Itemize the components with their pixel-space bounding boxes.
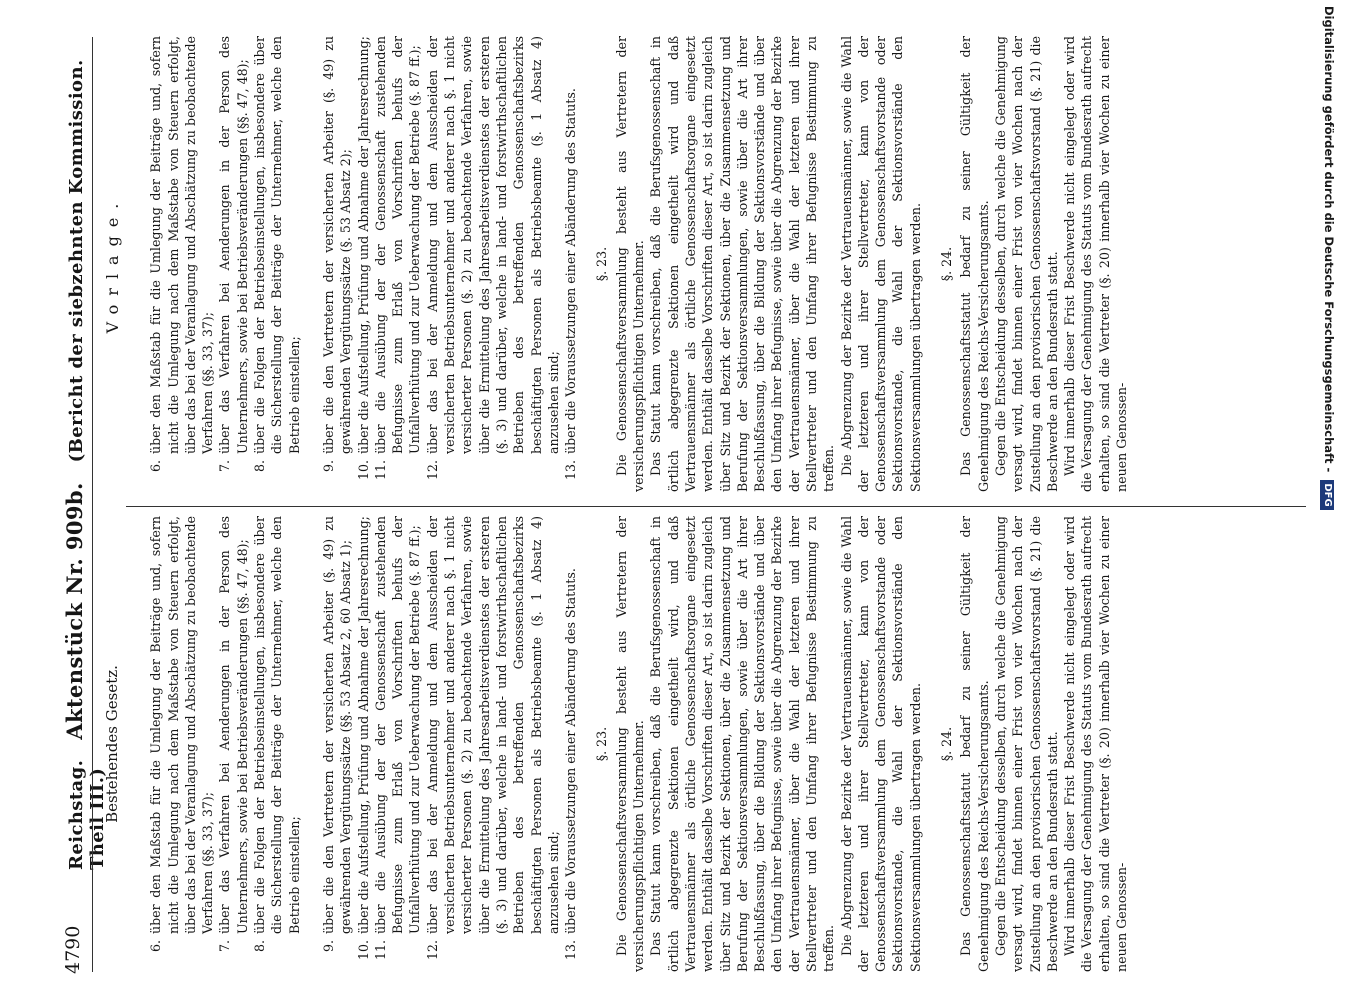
item-text: über das bei der Anmeldung und dem Ausscheiden der versicherten Betriebsunternehmer und anderer nach §. 1 nicht versicherter Personen (§. 2) zu beobachtende Verfahren, sowie über die Ermittelung des Jahresarbeitsverdienstes der ersteren (§. 3) und darüber, welche in land- und forstwirthschaftlichen Betrieben des betreffenden Genossenschaftsbezirks beschäftigten Personen als Betriebsbeamte (§. 1 Absatz 4) anzusehen sind; bbox=[424, 516, 561, 934]
section-24-paragraph-2: Gegen die Entscheidung desselben, durch welche die Genehmigung versagt wird, findet binnen einer Frist von vier Wochen nach der Zustellung an den provisorischen Genossenschaftsvorstand (§. 21) die Beschwerde an den Bundesrath statt. bbox=[992, 516, 1060, 972]
item-number: 7. bbox=[217, 940, 233, 953]
section-23-paragraph-1: Die Genossenschaftsversammlung besteht aus Vertretern der versicherungspflichtigen Unternehmer. bbox=[613, 516, 647, 972]
column-proposal bbox=[104, 36, 1130, 492]
list-item bbox=[562, 36, 579, 492]
section-24-title: §. 24. bbox=[939, 726, 955, 762]
header-title-suffix: (Bericht der siebzehnten Kommission. Theil III.) bbox=[66, 59, 108, 870]
item-text: über die Aufstellung, Prüfung und Abnahme der Jahresrechnung; bbox=[355, 36, 371, 454]
item-text: über das Verfahren bei Aenderungen in der Person des Unternehmers, sowie bei Betriebsveränderungen (§§. 47, 48); bbox=[217, 36, 250, 454]
item-number: 7. bbox=[217, 460, 233, 473]
header-title-prefix: Reichstag. bbox=[66, 759, 87, 870]
item-number: 11. bbox=[372, 460, 388, 481]
list-item bbox=[424, 36, 562, 492]
digitization-credit-text bbox=[1318, 6, 1340, 996]
list-item bbox=[562, 516, 579, 972]
list-item bbox=[251, 516, 303, 972]
list-item bbox=[355, 36, 372, 492]
item-number: 9. bbox=[320, 940, 336, 953]
item-text: über die Folgen der Betriebseinstellungen, insbesondere über die Sicherstellung der Beiträge der Unternehmer, welche den Betrieb einstellen; bbox=[252, 36, 302, 454]
digitization-credit bbox=[1318, 6, 1340, 996]
item-number: 12. bbox=[424, 940, 440, 961]
item-list-b bbox=[320, 516, 579, 972]
item-number: 12. bbox=[424, 460, 440, 481]
list-item bbox=[372, 516, 424, 972]
item-number: 9. bbox=[320, 460, 336, 473]
item-text: über den Maßstab für die Umlegung der Beiträge und, sofern nicht die Umlegung nach dem Maßstabe von Steuern erfolgt, über das bei der Veranlagung und Abschätzung zu beobachtende Verfahren (§§. 33, 37); bbox=[148, 516, 216, 934]
header-rule bbox=[92, 37, 93, 972]
item-number: 6. bbox=[148, 940, 164, 953]
item-text: über die Folgen der Betriebseinstellungen, insbesondere über die Sicherstellung der Beiträge der Unternehmer, welche den Betrieb einstellen; bbox=[252, 516, 302, 934]
item-text: über die den Vertretern der versicherten Arbeiter (§. 49) zu gewährenden Vergütungssätze (§. 53 Absatz 2); bbox=[320, 36, 354, 454]
item-list-a bbox=[147, 36, 303, 492]
item-number: 13. bbox=[563, 460, 579, 481]
section-24-paragraph-2: Gegen die Entscheidung desselben, durch welche die Genehmigung versagt wird, findet binnen einer Frist von vier Wochen nach der Zustellung an den provisorischen Genossenschaftsvorstand (§. 21) die Beschwerde an den Bundesrath statt. bbox=[992, 36, 1060, 492]
credit-text: Digitalisierung gefördert durch die Deutsche Forschungsgemeinschaft - bbox=[1322, 6, 1336, 473]
header-title-main: Aktenstück Nr. 909b. bbox=[62, 482, 87, 740]
item-number: 10. bbox=[355, 940, 371, 961]
section-24-paragraph-1: Das Genossenschaftsstatut bedarf zu seiner Gültigkeit der Genehmigung des Reichs-Versicherungsamts. bbox=[958, 516, 991, 972]
section-23-title: §. 23. bbox=[594, 246, 610, 282]
item-list-b bbox=[320, 36, 579, 492]
section-24-paragraph-1: Das Genossenschaftsstatut bedarf zu seiner Gültigkeit der Genehmigung des Reichs-Versicherungsamts. bbox=[958, 36, 991, 492]
item-text: über die Voraussetzungen einer Abänderung des Statuts. bbox=[563, 568, 579, 934]
header-title bbox=[62, 30, 108, 870]
page-number: 4790 bbox=[62, 925, 84, 974]
item-number: 11. bbox=[372, 940, 388, 961]
list-item bbox=[424, 516, 562, 972]
list-item bbox=[147, 516, 216, 972]
item-text: über die Voraussetzungen einer Abänderung des Statuts. bbox=[563, 88, 579, 454]
column-existing-law bbox=[104, 516, 1130, 972]
list-item bbox=[147, 36, 216, 492]
item-text: über die Ausübung der der Genossenschaft zustehenden Befugnisse zum Erlaß von Vorschriften behufs der Unfallverhütung und zur Ueberwachung der Betriebe (§. 87 ff.); bbox=[372, 36, 423, 454]
document-page bbox=[40, 30, 1310, 980]
item-text: über die Ausübung der der Genossenschaft zustehenden Befugnisse zum Erlaß von Vorschriften behufs der Unfallverhütung und zur Ueberwachung der Betriebe (§. 87 ff.); bbox=[372, 516, 423, 934]
section-23-paragraph-2: Das Statut kann vorschreiben, daß die Berufsgenossenschaft in örtlich abgegrenzte Sektionen eingetheilt wird und daß Vertrauensmänner als örtliche Genossenschaftsorgane eingesetzt werden. Enthält dasselbe Vorschriften dieser Art, so ist darin zugleich über Sitz und Bezirk der Sektionen, über die Zusammensetzung und Berufung der Sektionsversammlungen, sowie über die Art ihrer Beschlußfassung, über die Bildung der Sektionsvorstände und über den Umfang ihrer Befugnisse, sowie über die Abgrenzung der Bezirke der Vertrauensmänner, über die Wahl der letzteren und ihrer Stellvertreter und den Umfang ihrer Befugnisse Bestimmung zu treffen. bbox=[648, 36, 837, 492]
list-item bbox=[372, 36, 424, 492]
list-item bbox=[355, 516, 372, 972]
column-divider bbox=[126, 506, 1306, 507]
item-text: über die den Vertretern der versicherten Arbeiter (§. 49) zu gewährenden Vergütungssätze (§§. 53 Absatz 2, 60 Absatz 1); bbox=[320, 516, 354, 934]
column-heading: Bestehendes Gesetz. bbox=[103, 665, 121, 823]
item-number: 13. bbox=[563, 940, 579, 961]
item-text: über das Verfahren bei Aenderungen in der Person des Unternehmers, sowie bei Betriebsveränderungen (§§. 47, 48); bbox=[217, 516, 250, 934]
section-23-title: §. 23. bbox=[594, 726, 610, 762]
item-text: über das bei der Anmeldung und dem Ausscheiden der versicherten Betriebsunternehmer und anderer nach §. 1 nicht versicherter Personen (§. 2) zu beobachtende Verfahren, sowie über die Ermittelung des Jahresarbeitsverdienstes der ersteren (§. 3) und darüber, welche in land- und forstwirthschaftlichen Betrieben des betreffenden Genossenschaftsbezirks beschäftigten Personen als Betriebsbeamte (§. 1 Absatz 4) anzusehen sind; bbox=[424, 36, 561, 454]
item-number: 6. bbox=[148, 460, 164, 473]
list-item bbox=[320, 36, 355, 492]
item-list-a bbox=[147, 516, 303, 972]
section-23-paragraph-1: Die Genossenschaftsversammlung besteht aus Vertretern der versicherungspflichtigen Unternehmer. bbox=[613, 36, 647, 492]
page-header bbox=[58, 30, 108, 980]
item-number: 10. bbox=[355, 460, 371, 481]
section-24-paragraph-3: Wird innerhalb dieser Frist Beschwerde nicht eingelegt oder wird die Versagung der Genehmigung des Statuts vom Bundesrath aufrecht erhalten, so sind die Vertreter (§. 20) innerhalb vier Wochen zu einer neuen Genossen- bbox=[1062, 36, 1130, 492]
section-23-paragraph-2: Das Statut kann vorschreiben, daß die Berufsgenossenschaft in örtlich abgegrenzte Sektionen eingetheilt wird, und daß Vertrauensmänner als örtliche Genossenschaftsorgane eingesetzt werden. Enthält dasselbe Vorschriften dieser Art, so ist darin zugleich über Sitz und Bezirk der Sektionen, über die Zusammensetzung und Berufung der Sektionsversammlungen, sowie über die Art ihrer Beschlußfassung, über die Bildung der Sektionsvorstände und über den Umfang ihrer Befugnisse, sowie über die Abgrenzung der Bezirke der Vertrauensmänner, über die Wahl der letzteren und ihrer Stellvertreter und den Umfang ihrer Befugnisse Bestimmung zu treffen. bbox=[648, 516, 837, 972]
dfg-logo: DFG bbox=[1320, 480, 1334, 509]
column-heading: Vorlage. bbox=[103, 194, 122, 334]
list-item bbox=[216, 36, 251, 492]
list-item bbox=[216, 516, 251, 972]
section-24-paragraph-3: Wird innerhalb dieser Frist Beschwerde nicht eingelegt oder wird die Versagung der Genehmigung des Statuts vom Bundesrath aufrecht erhalten, so sind die Vertreter (§. 20) innerhalb vier Wochen zu einer neuen Genossen- bbox=[1062, 516, 1130, 972]
item-number: 8. bbox=[252, 460, 268, 473]
section-23-paragraph-3: Die Abgrenzung der Bezirke der Vertrauensmänner, sowie die Wahl der letzteren und ihrer Stellvertreter, kann von der Genossenschaftsversammlung dem Genossenschaftsvorstande oder Sektionsvorstande, die Wahl der Sektionsvorstände den Sektionsversammlungen übertragen werden. bbox=[838, 36, 923, 492]
item-number: 8. bbox=[252, 940, 268, 953]
list-item bbox=[251, 36, 303, 492]
list-item bbox=[320, 516, 355, 972]
section-23-paragraph-3: Die Abgrenzung der Bezirke der Vertrauensmänner, sowie die Wahl der letzteren und ihrer Stellvertreter, kann von der Genossenschaftsversammlung dem Genossenschaftsvorstande oder Sektionsvorstande, die Wahl der Sektionsvorstände den Sektionsversammlungen übertragen werden. bbox=[838, 516, 923, 972]
item-text: über den Maßstab für die Umlegung der Beiträge und, sofern nicht die Umlegung nach dem Maßstabe von Steuern erfolgt, über das bei der Veranlagung und Abschätzung zu beobachtende Verfahren (§§. 33, 37); bbox=[148, 36, 216, 454]
section-24-title: §. 24. bbox=[939, 246, 955, 282]
item-text: über die Aufstellung, Prüfung und Abnahme der Jahresrechnung; bbox=[355, 516, 371, 934]
